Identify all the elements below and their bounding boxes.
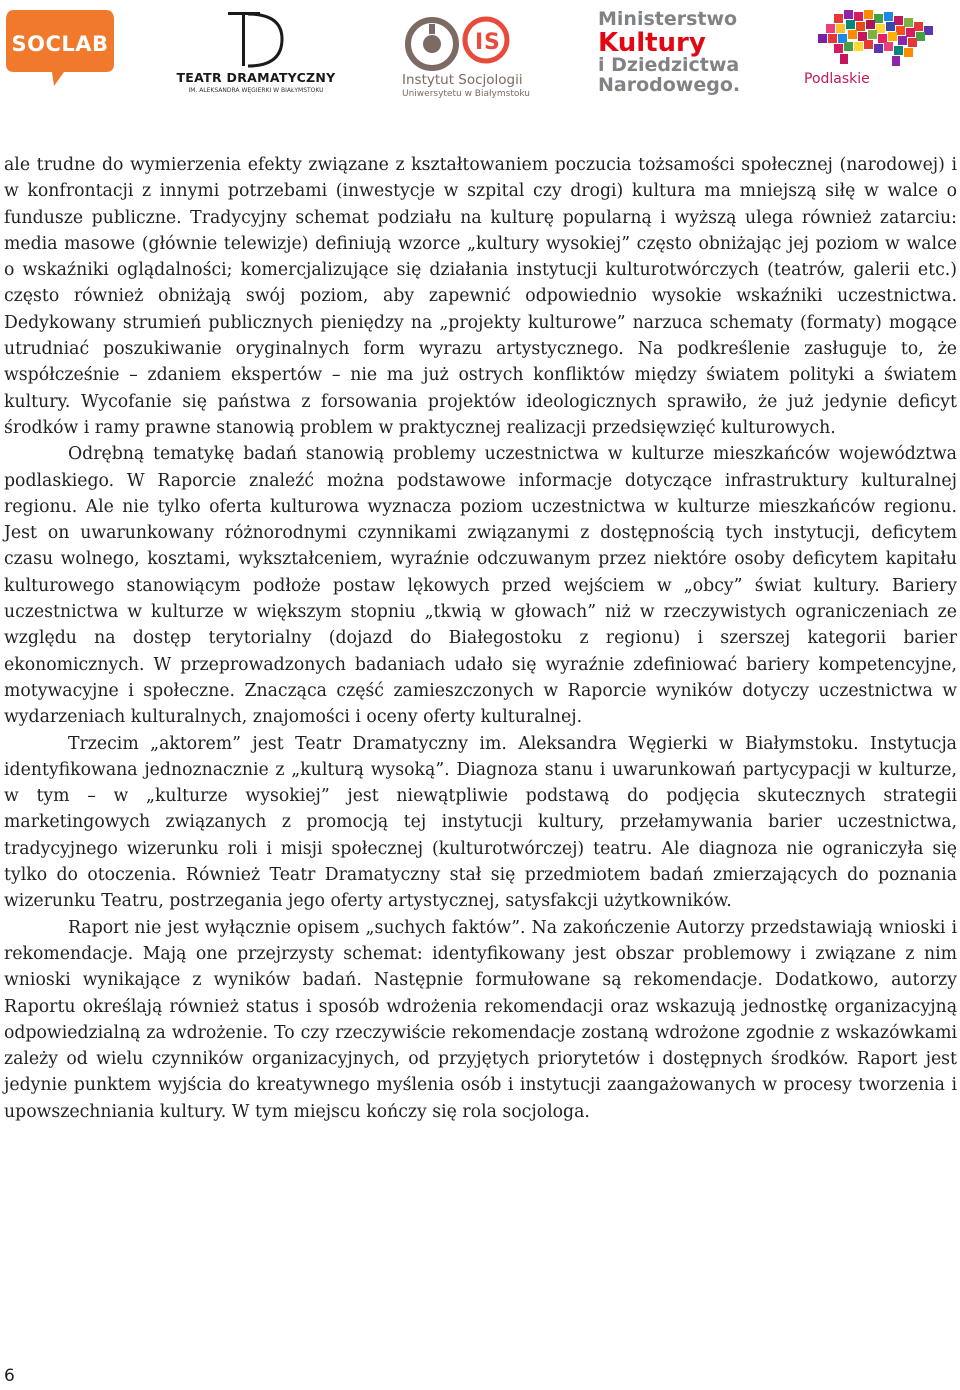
paragraph-teatr: Trzecim „aktorem” jest Teatr Dramatyczny im. Aleksandra Węgierki w Białymstoku. Instytucja identyfikowana jednoznacznie z „kulturą wysoką”. Diagnoza stanu i uwarunkowań partycypacji w kulturze, w tym – w „kulturze wysokiej” jest niewątpliwie podstawą do podjęcia skutecznych strategii marketingowych związanych z promocją tej instytucji kultury, przełamywania barier uczestnictwa, tradycyjnego wizerunku roli i misji społecznej (kulturotwórczej) teatru. Ale diagnoza nie ograniczyła się tylko do otoczenia. Również Teatr Dramatyczny stał się przedmiotem badań zmierzających do poznania wizerunku Teatru, postrzegania jego oferty artystycznej, satysfakcji użytkowników.	[4, 733, 957, 912]
instytut-circles-icon	[398, 16, 528, 72]
svg-text:S: S	[484, 30, 500, 55]
teatr-dramatyczny-logo	[176, 10, 336, 92]
ministerstwo-line-2: Kultury	[598, 28, 706, 58]
paragraph-raport: Raport nie jest wyłącznie opisem „suchych faktów”. Na zakończenie Autorzy przedstawiają wnioski i rekomendacje. Mają one przejrzysty schemat: identyfikowany jest obszar problemowy i związane z nim wnioski wynikające z wyników badań. Następnie formułowane są rekomendacje. Dodatkowo, autorzy Raportu określają również status i sposób wdrożenia rekomendacji oraz wskazują jednostkę organizacyjną odpowiedzialną za wdrożenie. To czy rzeczywiście rekomendacje zostaną wdrożone zgodnie z wskazówkami zależy od wielu czynników organizacyjnych, od przyjętych priorytetów i dostępnych środków. Raport jest jedynie punktem wyjścia do kreatywnego myślenia osób i instytucji zaangażowanych w procesy tworzenia i upowszechniania kultury. W tym miejscu kończy się rola socjologa.	[4, 917, 957, 1122]
instytut-subtitle: Uniwersytetu w Białymstoku	[402, 89, 530, 99]
soclab-wordmark: SOCLAB	[11, 32, 109, 56]
paragraph-uczestnictwo: Odrębną tematykę badań stanowią problemy uczestnictwa w kulturze mieszkańców województwa podlaskiego. W Raporcie znaleźć można podstawowe informacje dotyczące infrastruktury kulturalnej regionu. Ale nie tylko oferta kulturowa wyznacza poziom uczestnictwa w kulturze mieszkańców regionu. Jest on uwarunkowany różnorodnymi czynnikami związanymi z dostępnością tych instytucji, deficytem czasu wolnego, kosztami, wykształceniem, wyraźnie odczuwanym przez niektóre osoby deficytem kapitału kulturowego stanowiącym podłoże postaw lękowych przed wejściem w „obcy” świat kultury. Bariery uczestnictwa w kulturze w większym stopniu „tkwią w głowach” niż w rzeczywistych ograniczeniach ze względu na dostęp terytorialny (dojazd do Białegostoku z regionu) i szerszej kategorii barier ekonomicznych. W przeprowadzonych badaniach udało się wyraźnie zdefiniować bariery kompetencyjne, motywacyjne i społeczne. Znacząca część zamieszczonych w Raporcie wyników dotyczy uczestnictwa w wydarzeniach kulturalnych, znajomości i oceny oferty kulturalnej.	[4, 444, 957, 728]
teatr-td-monogram-icon	[226, 10, 286, 68]
ministerstwo-line-3: i Dziedzictwa	[598, 54, 740, 76]
page-number: 6	[4, 1366, 15, 1386]
ministerstwo-logo	[598, 4, 758, 100]
podlaskie-logo	[796, 8, 956, 94]
instytut-name: Instytut Socjologii	[402, 72, 523, 88]
teatr-subtitle: IM. ALEKSANDRA WĘGIERKI W BIAŁYMSTOKU	[188, 87, 324, 94]
paragraph-continuation: ale trudne do wymierzenia efekty związane z kształtowaniem poczucia tożsamości społecznej (narodowej) i w konfrontacji z innymi potrzebami (inwestycje w szpital czy drogi) kultura ma mniejszą siłę w walce o fundusze publiczne. Tradycyjny schemat podziału na kulturę popularną i wyższą ulega również zatarciu: media masowe (głównie telewizje) definiują wzorce „kultury wysokiej” często obniżając jej poziom w walce o wskaźniki oglądalności; komercjalizujące się działania instytucji kulturotwórczych (teatrów, galerii etc.) często również obniżają swój poziom, aby zapewnić odpowiednio wysokie wskaźniki uczestnictwa. Dedykowany strumień publicznych pieniędzy na „projekty kulturowe” narzuca schematy (formaty) mogące utrudniać poszukiwanie oryginalnych form wyrazu artystycznego. Na podkreślenie zasługuje to, że współcześnie – zdaniem ekspertów – nie ma już ostrych konfliktów między światem polityki a światem kultury. Wycofanie się państwa z forsowania projektów ideologicznych sprawiło, że już jedynie deficyt środków i ramy prawne stanowią problem w praktycznej realizacji przedsięwzięć kulturowych.	[4, 155, 957, 438]
svg-text:I: I	[475, 30, 484, 55]
soclab-logo	[4, 6, 116, 86]
ministerstwo-line-4: Narodowego.	[598, 74, 741, 96]
teatr-name: TEATR DRAMATYCZNY	[176, 70, 336, 85]
ministerstwo-line-1: Ministerstwo	[598, 8, 738, 30]
logo-strip	[0, 0, 960, 110]
podlaskie-wordmark: Podlaskie	[804, 71, 870, 87]
instytut-socjologii-logo	[398, 16, 528, 98]
podlaskie-pixel-bison-icon	[796, 8, 956, 72]
body-text	[4, 152, 957, 1125]
